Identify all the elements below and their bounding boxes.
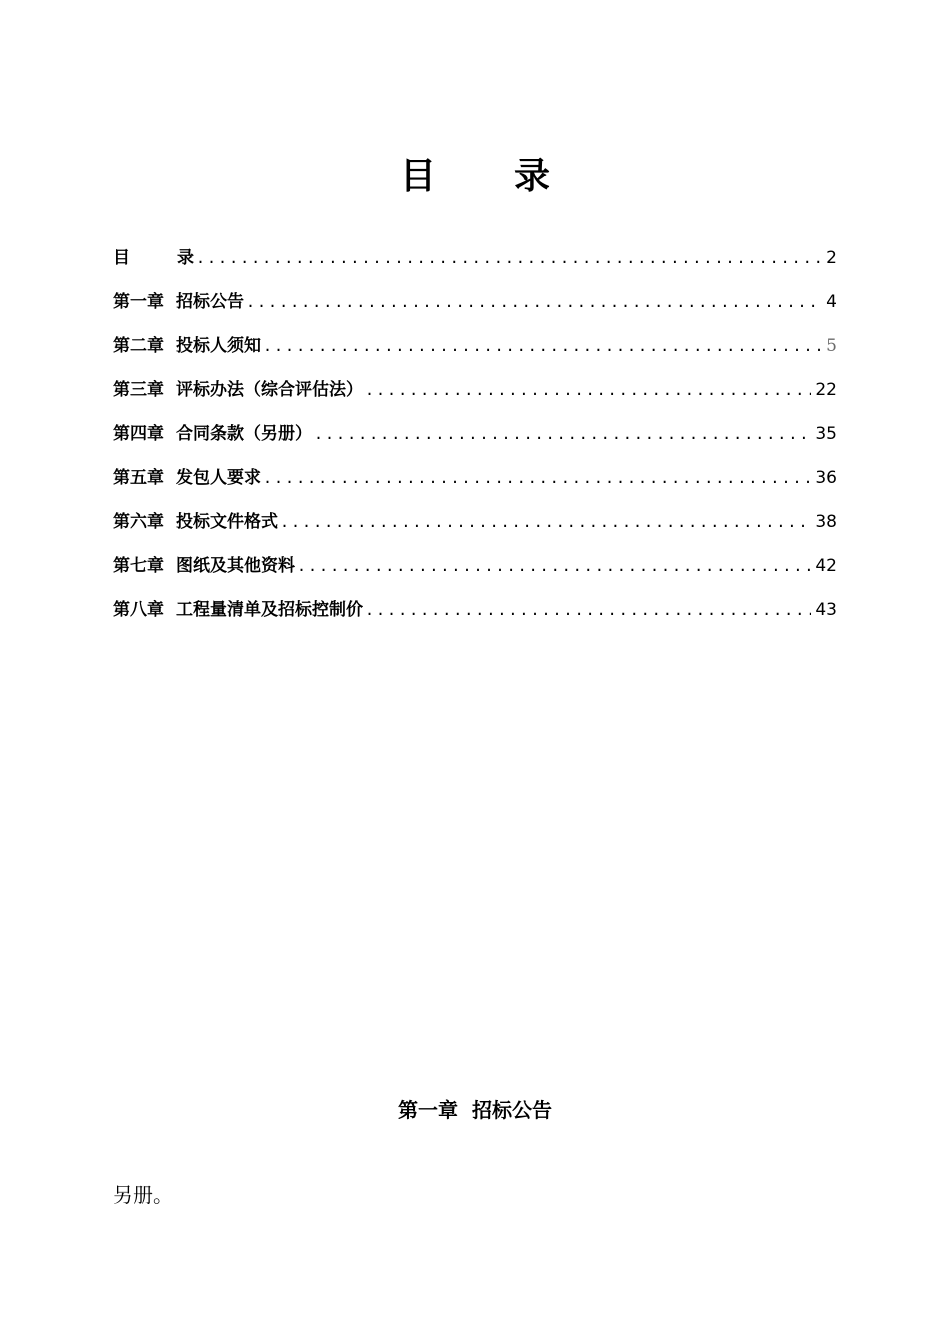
toc-leader-dots [314, 421, 811, 447]
toc-entry-chapter-1[interactable] [113, 289, 837, 333]
toc-entry-chapter-4[interactable] [113, 421, 837, 465]
toc-title: 投标文件格式 [176, 512, 278, 532]
toc-page-number: 38 [815, 512, 837, 532]
toc-page-number: 4 [826, 292, 837, 312]
toc-page-number: 36 [815, 468, 837, 488]
toc-entry-chapter-3[interactable] [113, 377, 837, 421]
toc-chapter-label: 目 [113, 248, 130, 268]
toc-entry-contents[interactable] [113, 245, 837, 289]
toc-title: 投标人须知 [176, 336, 261, 356]
title-char-1: 目 [399, 156, 436, 197]
toc-page-number: 35 [815, 424, 837, 444]
toc-chapter-label: 第八章 [113, 600, 164, 620]
body-paragraph: 另册。 [113, 1183, 173, 1207]
section-chapter-label: 第一章 [398, 1098, 458, 1122]
toc-entry-chapter-8[interactable] [113, 597, 837, 641]
toc-title: 招标公告 [176, 292, 244, 312]
toc-title: 工程量清单及招标控制价 [176, 600, 363, 620]
toc-title: 评标办法（综合评估法） [176, 380, 363, 400]
toc-chapter-label: 第七章 [113, 556, 164, 576]
section-title: 招标公告 [472, 1098, 552, 1122]
toc-chapter-label: 第四章 [113, 424, 164, 444]
toc-leader-dots [297, 553, 811, 579]
toc-entry-chapter-7[interactable] [113, 553, 837, 597]
toc-chapter-label: 第六章 [113, 512, 164, 532]
toc-page-number: 2 [826, 248, 837, 268]
page-title [0, 152, 950, 202]
toc-leader-dots [365, 377, 811, 403]
toc-entry-chapter-5[interactable] [113, 465, 837, 509]
toc-page-number: 42 [815, 556, 837, 576]
toc-page-number: 5 [826, 336, 837, 356]
toc-title: 发包人要求 [176, 468, 261, 488]
toc-entry-chapter-6[interactable] [113, 509, 837, 553]
toc-entry-chapter-2[interactable] [113, 333, 837, 377]
toc-title: 合同条款（另册） [176, 424, 312, 444]
toc-leader-dots [263, 465, 811, 491]
toc-leader-dots [280, 509, 811, 535]
toc-title: 图纸及其他资料 [176, 556, 295, 576]
title-char-2: 录 [514, 156, 551, 197]
toc-title: 录 [177, 248, 194, 268]
toc-page-number: 43 [815, 600, 837, 620]
table-of-contents [113, 245, 837, 641]
toc-chapter-label: 第三章 [113, 380, 164, 400]
toc-page-number: 22 [815, 380, 837, 400]
section-heading [0, 1095, 950, 1125]
toc-leader-dots [365, 597, 811, 623]
toc-leader-dots [246, 289, 822, 315]
toc-leader-dots [263, 333, 822, 359]
toc-chapter-label: 第二章 [113, 336, 164, 356]
toc-leader-dots [196, 245, 822, 271]
toc-chapter-label: 第五章 [113, 468, 164, 488]
toc-chapter-label: 第一章 [113, 292, 164, 312]
